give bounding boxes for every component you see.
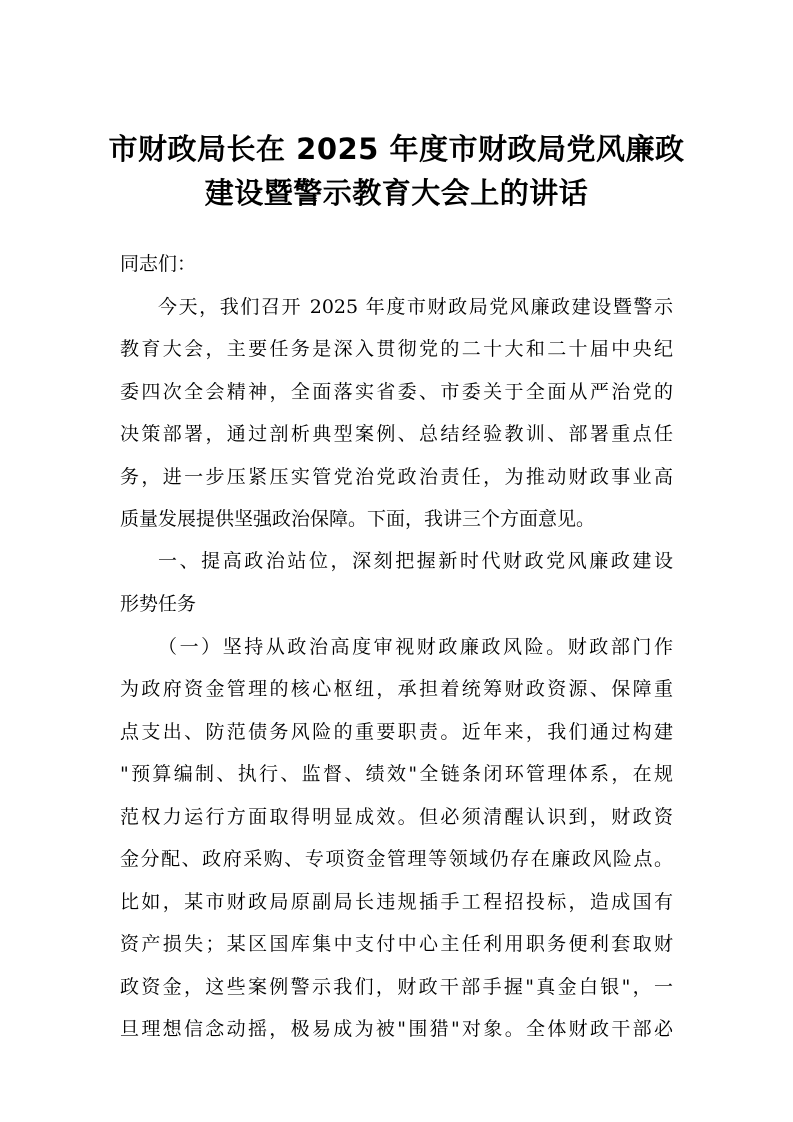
body-line-text: 旦理想信念动摇，极易成为被"围猎"对象。全体财政干部必 — [120, 1017, 673, 1040]
salutation — [120, 246, 673, 278]
document-title-line-1: 市财政局长在 2025 年度市财政局党风廉政 — [108, 132, 685, 166]
body-line — [120, 416, 673, 448]
body-line — [120, 671, 673, 703]
salutation-text: 同志们： — [120, 252, 197, 275]
section-heading-text: 一、提高政治站位，深刻把握新时代财政党风廉政建设 — [158, 549, 673, 572]
body-line — [120, 756, 673, 788]
section-heading — [158, 543, 673, 575]
body-line-text: 委四次全会精神，全面落实省委、市委关于全面从严治党的 — [120, 380, 673, 403]
body-line — [120, 884, 673, 916]
body-line — [120, 926, 673, 958]
body-line — [158, 629, 673, 661]
body-line — [120, 501, 673, 533]
body-line — [120, 841, 673, 873]
body-line-text: 范权力运行方面取得明显成效。但必须清醒认识到，财政资 — [120, 805, 673, 828]
body-line-text: 为政府资金管理的核心枢纽，承担着统筹财政资源、保障重 — [120, 677, 673, 700]
body-line — [120, 969, 673, 1001]
body-line — [158, 289, 673, 321]
body-line-text: 政资金，这些案例警示我们，财政干部手握"真金白银"，一 — [120, 975, 673, 998]
body-line-text: 教育大会，主要任务是深入贯彻党的二十大和二十届中央纪 — [120, 337, 673, 360]
body-line-text: 点支出、防范债务风险的重要职责。近年来，我们通过构建 — [120, 720, 673, 743]
body-line-text: 金分配、政府采购、专项资金管理等领域仍存在廉政风险点。 — [120, 847, 673, 870]
body-line-text: 比如，某市财政局原副局长违规插手工程招投标，造成国有 — [120, 890, 673, 913]
body-line — [120, 331, 673, 363]
body-line-text: 今天，我们召开 2025 年度市财政局党风廉政建设暨警示 — [158, 295, 673, 318]
body-line-text: （一）坚持从政治高度审视财政廉政风险。财政部门作 — [158, 635, 673, 658]
section-heading-text: 形势任务 — [120, 592, 197, 615]
body-line-text: 质量发展提供坚强政治保障。下面，我讲三个方面意见。 — [120, 507, 596, 530]
document-title-line-2: 建设暨警示教育大会上的讲话 — [204, 176, 589, 210]
body-line-text: 资产损失；某区国库集中支付中心主任利用职务便利套取财 — [120, 932, 673, 955]
body-line — [120, 714, 673, 746]
body-line-text: 务，进一步压紧压实管党治党政治责任，为推动财政事业高 — [120, 465, 673, 488]
body-line — [120, 799, 673, 831]
body-line-text: 决策部署，通过剖析典型案例、总结经验教训、部署重点任 — [120, 422, 673, 445]
body-line-text: "预算编制、执行、监督、绩效"全链条闭环管理体系，在规 — [120, 762, 673, 785]
body-line — [120, 1011, 673, 1043]
body-line — [120, 459, 673, 491]
section-heading-cont — [120, 586, 673, 618]
body-line — [120, 374, 673, 406]
